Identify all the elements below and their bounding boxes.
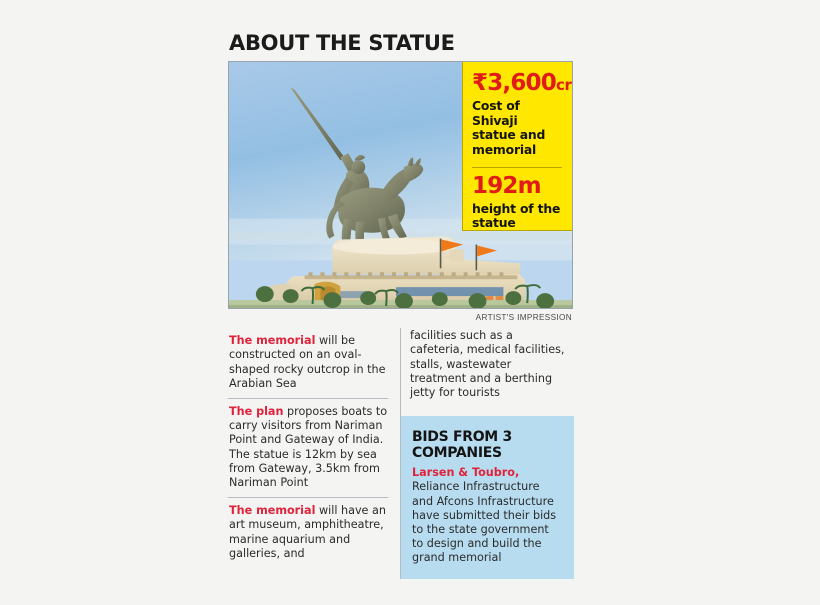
body-columns <box>228 328 573 578</box>
stat-cost-unit: cr <box>555 76 572 95</box>
bids-title: BIDS FROM 3 COMPANIES <box>412 429 512 462</box>
bids-box <box>401 416 574 578</box>
photo-credit: ARTIST'S IMPRESSION <box>475 313 572 323</box>
left-paragraph-3-text: will have an art museum, amphitheatre, marine aquarium and galleries, and <box>229 504 386 560</box>
right-column <box>400 328 573 578</box>
stat-cost-value <box>472 70 572 97</box>
artist-impression-figure <box>228 61 573 309</box>
right-continuation-paragraph: facilities such as a cafeteria, medical facilities, stalls, wastewater treatment and a berthing jetty for tourists <box>410 329 565 399</box>
stat-cost-number: ₹3,600 <box>472 70 556 97</box>
stat-height-label: height of the statue <box>472 200 561 231</box>
page-title: ABOUT THE STATUE <box>229 31 455 55</box>
left-paragraph-1-lead: The memorial <box>229 334 316 348</box>
stats-divider <box>472 167 562 168</box>
bids-paragraph <box>412 466 562 565</box>
stats-panel <box>462 62 572 231</box>
left-paragraph-2-lead: The plan <box>229 404 284 418</box>
left-paragraph-2 <box>228 399 388 497</box>
left-column <box>228 328 400 578</box>
bids-lead: Larsen & Toubro, <box>412 466 520 480</box>
left-paragraph-3-lead: The memorial <box>229 504 316 518</box>
stat-cost-label: Cost of Shivaji statue and memorial <box>472 98 546 157</box>
stat-height-value: 192m <box>472 172 541 199</box>
infographic-panel <box>228 32 574 579</box>
left-paragraph-3 <box>228 498 388 568</box>
left-paragraph-1-text: will be constructed on an oval-shaped rocky outcrop in the Arabian Sea <box>229 334 386 390</box>
left-paragraph-2-text: proposes boats to carry visitors from Nariman Point and Gateway of India. The statue is 12km by sea from Gateway, 3.5km from Nariman Point <box>229 404 388 489</box>
left-paragraph-1 <box>228 328 388 398</box>
bids-text: Reliance Infrastructure and Afcons Infrastructure have submitted their bids to the state government to design and build the grand memorial <box>412 480 557 565</box>
